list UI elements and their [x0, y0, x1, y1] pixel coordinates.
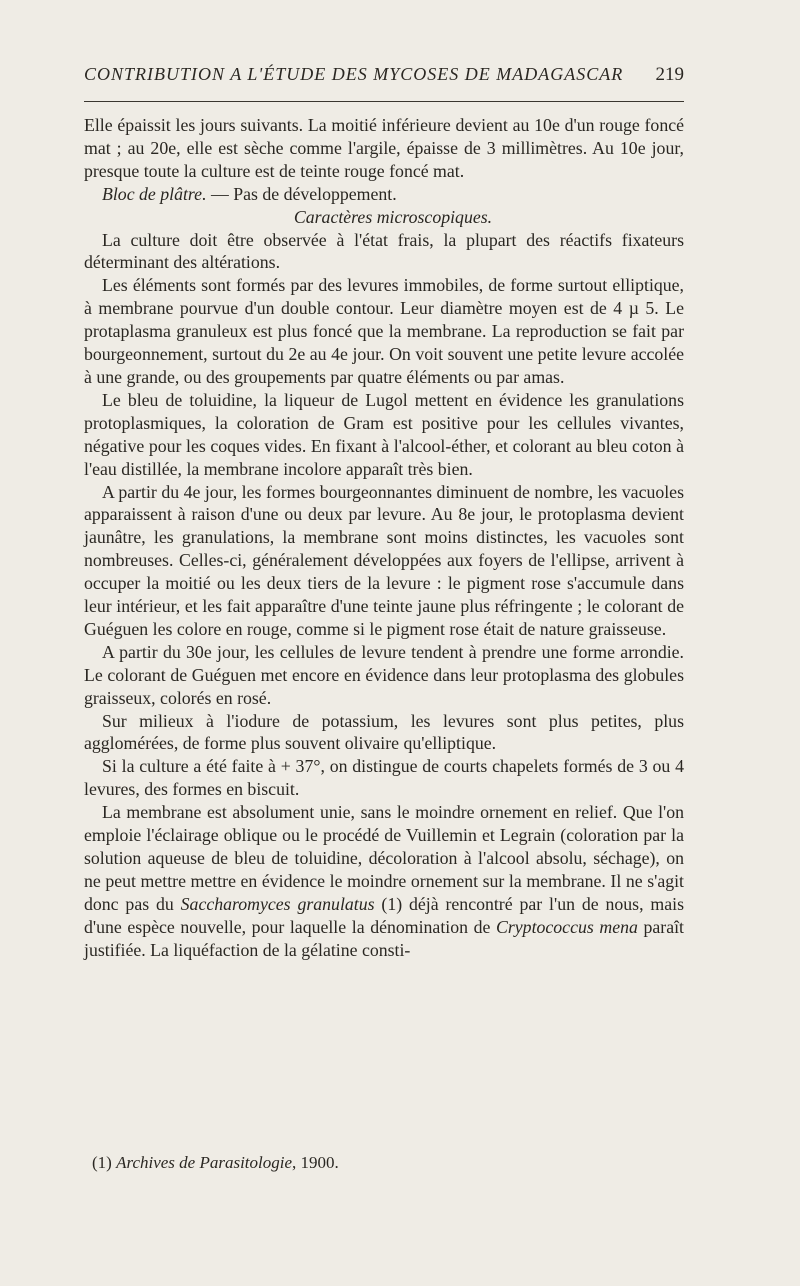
- paragraph-culture-color: Elle épaissit les jours suivants. La moitié inférieure devient au 10e d'un rouge foncé mat ; au 20e, elle est sèche comme l'argile, épaisse de 3 millimètres. Au 10e jour, presque toute la culture est de teinte rouge foncé mat.: [84, 115, 684, 181]
- paragraph-bloc-platre: [84, 183, 684, 206]
- species-name: Saccharomyces granulatus: [180, 893, 375, 914]
- paragraph-observation: La culture doit être observée à l'état frais, la plupart des réactifs fixateurs déterminant des altérations.: [84, 229, 684, 273]
- membrane-text-a: La membrane est absolument unie, sans le moindre ornement en relief. Que l'on emploie l'éclairage oblique ou le procédé de Vuillemin et Legrain (coloration par la solution aqueuse de bleu de toluidine, décoloration à l'alcool absolu, séchage), on ne peut mettre mettre en évidence le moindre ornement sur la membrane. Il ne s'agit donc pas du: [84, 802, 684, 914]
- section-title: Caractères microscopiques.: [293, 206, 493, 227]
- footnote: [92, 1152, 684, 1174]
- running-title: CONTRIBUTION A L'ÉTUDE DES MYCOSES DE MADAGASCAR: [84, 64, 624, 84]
- footnote-year: , 1900.: [292, 1153, 339, 1172]
- page-number: 219: [655, 64, 684, 85]
- paragraph-membrane: [84, 801, 684, 961]
- running-header: [84, 64, 684, 86]
- footnote-marker: (1): [92, 1153, 117, 1172]
- bloc-platre-text: — Pas de développement.: [206, 183, 397, 204]
- membrane-text-c: paraît justifiée. La liquéfaction de la gélatine consti-: [84, 916, 684, 960]
- genus-name: Cryptococcus mena: [496, 916, 638, 937]
- paragraph-elements: Les éléments sont formés par des levures immobiles, de forme surtout elliptique, à membrane pourvue d'un double contour. Leur diamètre moyen est de 4 µ 5. Le protaplasma granuleux est plus foncé que la membrane. La reproduction se fait par bourgeonnement, surtout du 2e au 4e jour. On voit souvent une petite levure accolée à une grande, ou des groupements par quatre éléments ou par amas.: [84, 275, 684, 387]
- body-text: [84, 114, 684, 962]
- bloc-platre-label: Bloc de plâtre.: [102, 183, 207, 204]
- footnote-journal: Archives de Parasitologie: [116, 1153, 293, 1172]
- paragraph-day4: A partir du 4e jour, les formes bourgeonnantes diminuent de nombre, les vacuoles apparaissent à raison d'une ou deux par levure. Au 8e jour, le protoplasma devient jaunâtre, les granulations, la membrane sont moins distinctes, les vacuoles sont nombreuses. Celles-ci, généralement développées aux foyers de l'ellipse, arrivent à occuper la moitié ou les deux tiers de la levure : le pigment rose s'accumule dans leur intérieur, et les fait apparaître d'une teinte jaune plus réfringente ; le colorant de Guéguen les colore en rouge, comme si le pigment rose était de nature graisseuse.: [84, 481, 684, 639]
- paragraph-37deg: Si la culture a été faite à + 37°, on distingue de courts chapelets formés de 3 ou 4 levures, des formes en biscuit.: [84, 756, 684, 800]
- membrane-text-b: (1) déjà rencontré par l'un de nous, mais d'une espèce nouvelle, pour laquelle la dénomination de: [84, 893, 684, 937]
- paragraph-staining: Le bleu de toluidine, la liqueur de Lugol mettent en évidence les granulations protoplasmiques, la coloration de Gram est positive pour les cellules vivantes, négative pour les coques vides. En fixant à l'alcool-éther, et colorant au bleu coton à l'eau distillée, la membrane incolore apparaît très bien.: [84, 389, 684, 479]
- paragraph-iodide: Sur milieux à l'iodure de potassium, les levures sont plus petites, plus agglomérées, de forme plus souvent olivaire qu'elliptique.: [84, 710, 684, 754]
- paragraph-day30: A partir du 30e jour, les cellules de levure tendent à prendre une forme arrondie. Le colorant de Guéguen met encore en évidence dans leur protoplasma des globules graisseux, colorés en rosé.: [84, 641, 684, 708]
- header-rule: [84, 101, 684, 102]
